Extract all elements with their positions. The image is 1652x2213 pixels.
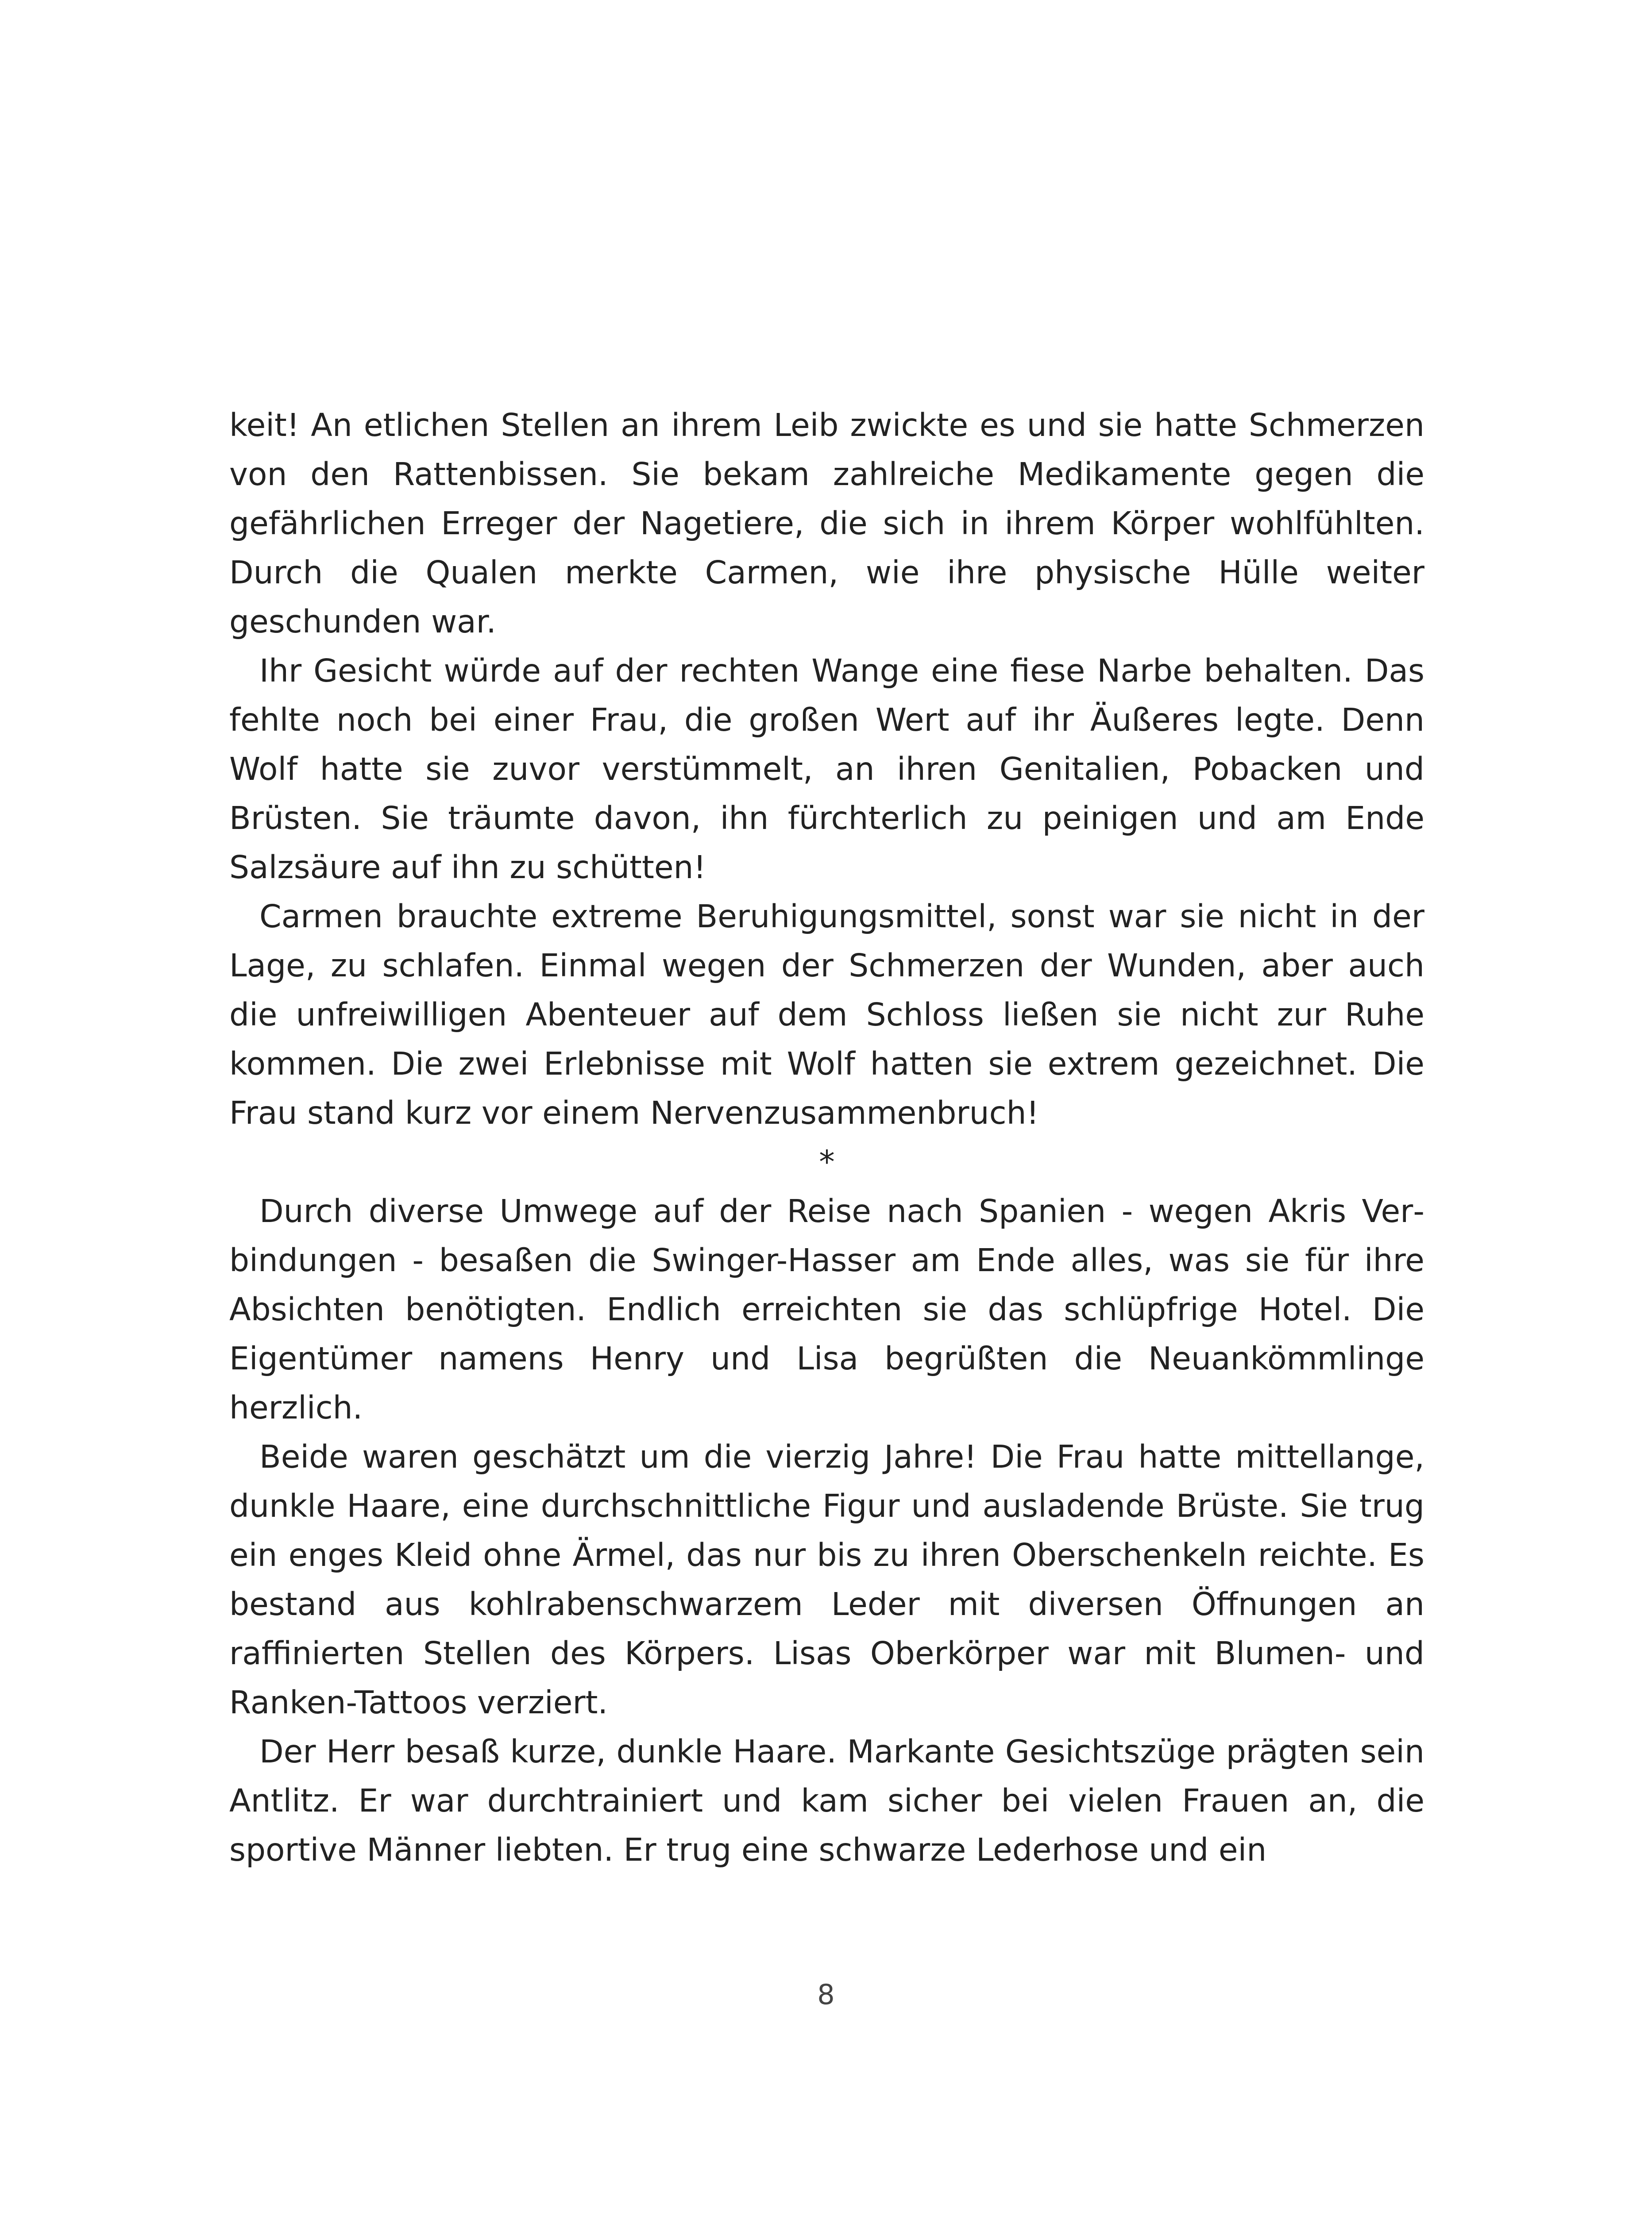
paragraph: Der Herr besaß kurze, dunkle Haare. Markante Gesichtszüge prägten sein Antlitz. Er war durchtrainiert und kam sicher bei vielen Frauen an, die sportive Männer liebten. Er trug eine schwarze Lederhose und ein <box>229 1733 1424 1868</box>
paragraph: Ihr Gesicht würde auf der rechten Wange eine fiese Narbe behalten. Das fehlte noch bei einer Frau, die großen Wert auf ihr Äußeres legte. Denn Wolf hatte sie zuvor verstümmelt, an ihren Genitalien, Pobacken und Brüsten. Sie träumte davon, ihn fürchterlich zu peinigen und am Ende Salzsäure auf ihn zu schütten! <box>229 652 1424 886</box>
paragraph: Beide waren geschätzt um die vierzig Jahre! Die Frau hatte mittellange, dunkle Haare, eine durchschnittliche Figur und ausladende Brüste. Sie trug ein enges Kleid ohne Ärmel, das nur bis zu ihren Oberschenkeln reichte. Es bestand aus kohlrabenschwarzem Leder mit diversen Öffnungen an raffinierten Stellen des Körpers. Lisas Oberkörper war mit Blumen- und Ranken-Tattoos verziert. <box>229 1438 1424 1721</box>
page-number: 8 <box>817 1978 835 2011</box>
section-separator: * <box>819 1144 835 1180</box>
paragraph: Durch diverse Umwege auf der Reise nach Spanien - wegen Akris Verbindungen - besaßen die Swinger-Hasser am Ende alles, was sie für ihre Absichten benötigten. Endlich erreichten sie das schlüpfrige Hotel. Die Eigentümer namens Henry und Lisa begrüßten die Neuankömmlinge herzlich. <box>229 1193 1424 1426</box>
paragraph: Carmen brauchte extreme Beruhigungsmittel, sonst war sie nicht in der Lage, zu schlafen. Einmal wegen der Schmerzen der Wunden, aber auch die unfreiwilligen Abenteuer auf dem Schloss ließen sie nicht zur Ruhe kommen. Die zwei Erlebnisse mit Wolf hatten sie extrem gezeichnet. Die Frau stand kurz vor einem Nervenzusammenbruch! <box>229 898 1424 1131</box>
body-text <box>229 401 1424 1874</box>
paragraph-continuation: keit! An etlichen Stellen an ihrem Leib zwickte es und sie hatte Schmerzen von den Rattenbissen. Sie bekam zahlreiche Medikamente gegen die gefährlichen Erreger der Nagetiere, die sich in ihrem Körper wohlfühlten. Durch die Qualen merkte Carmen, wie ihre physische Hülle weiter geschunden war. <box>229 407 1424 640</box>
